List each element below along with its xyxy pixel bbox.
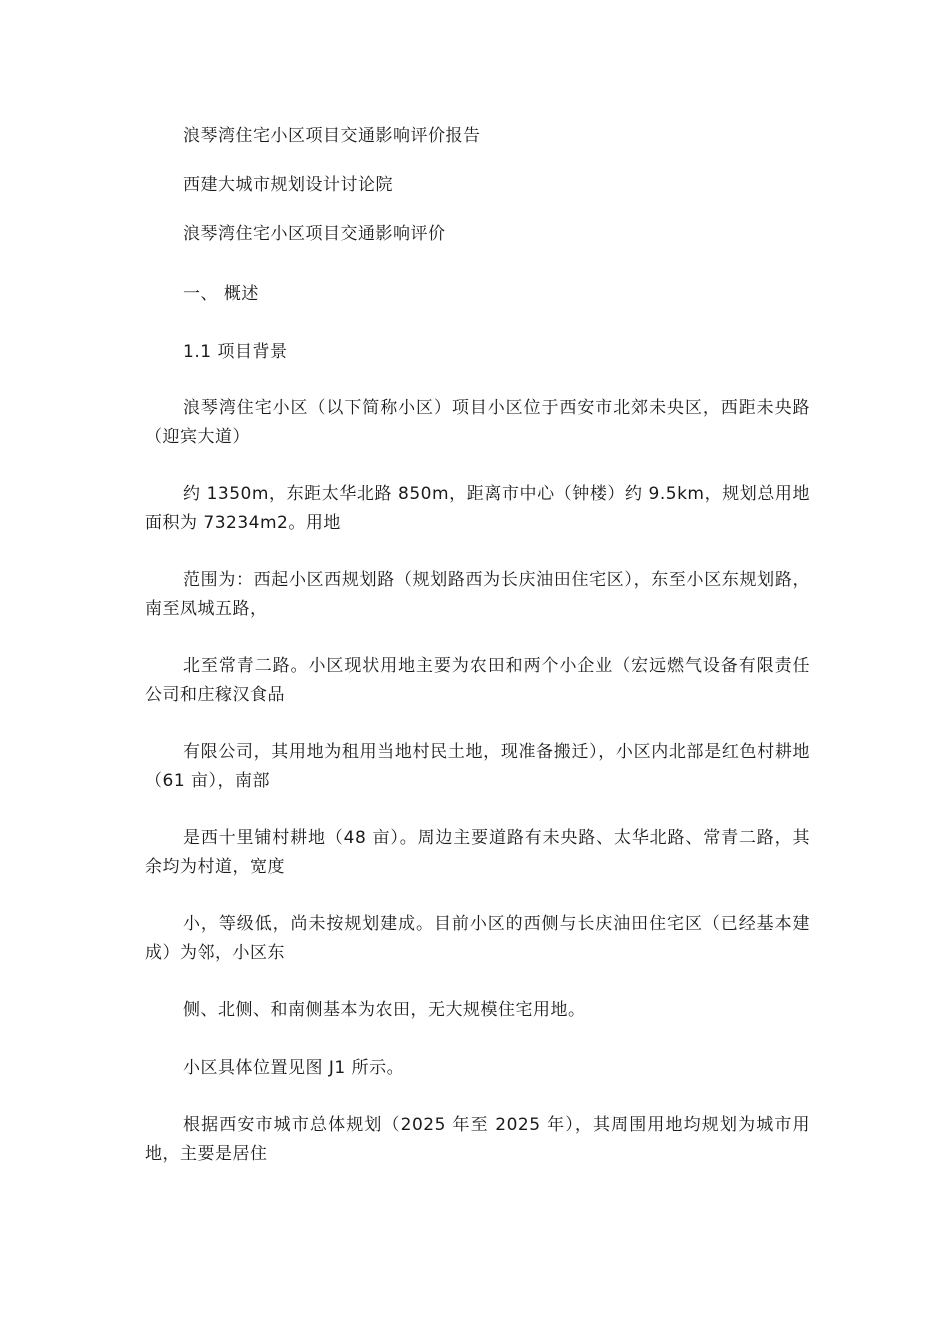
body-paragraph: 浪琴湾住宅小区（以下简称小区）项目小区位于西安市北郊未央区，西距未央路（迎宾大道） [145,398,810,447]
body-paragraph: 小，等级低，尚未按规划建成。目前小区的西侧与长庆油田住宅区（已经基本建成）为邻，小区东 [145,914,810,963]
document-subtitle: 浪琴湾住宅小区项目交通影响评价 [183,224,446,244]
body-paragraph: 有限公司，其用地为租用当地村民土地，现准备搬迁），小区内北部是红色村耕地（61 亩），南部 [145,742,810,791]
subsection-heading: 1.1 项目背景 [183,342,288,362]
body-paragraph: 北至常青二路。小区现状用地主要为农田和两个小企业（宏远燃气设备有限责任公司和庄稼汉食品 [145,656,810,705]
organization-name: 西建大城市规划设计讨论院 [183,175,393,195]
body-paragraph: 范围为：西起小区西规划路（规划路西为长庆油田住宅区），东至小区东规划路，南至凤城五路， [145,570,810,619]
document-title: 浪琴湾住宅小区项目交通影响评价报告 [183,126,481,146]
body-paragraph: 侧、北侧、和南侧基本为农田，无大规模住宅用地。 [183,1000,586,1020]
body-paragraph: 约 1350m，东距太华北路 850m，距离市中心（钟楼）约 9.5km，规划总用地面积为 73234m2。用地 [145,484,810,533]
section-heading: 一、 概述 [183,284,259,304]
body-paragraph: 根据西安市城市总体规划（2025 年至 2025 年），其周围用地均规划为城市用地，主要是居住 [145,1115,810,1164]
body-paragraph: 是西十里铺村耕地（48 亩）。周边主要道路有未央路、太华北路、常青二路，其余均为村道，宽度 [145,828,810,877]
body-paragraph: 小区具体位置见图 J1 所示。 [183,1058,405,1078]
